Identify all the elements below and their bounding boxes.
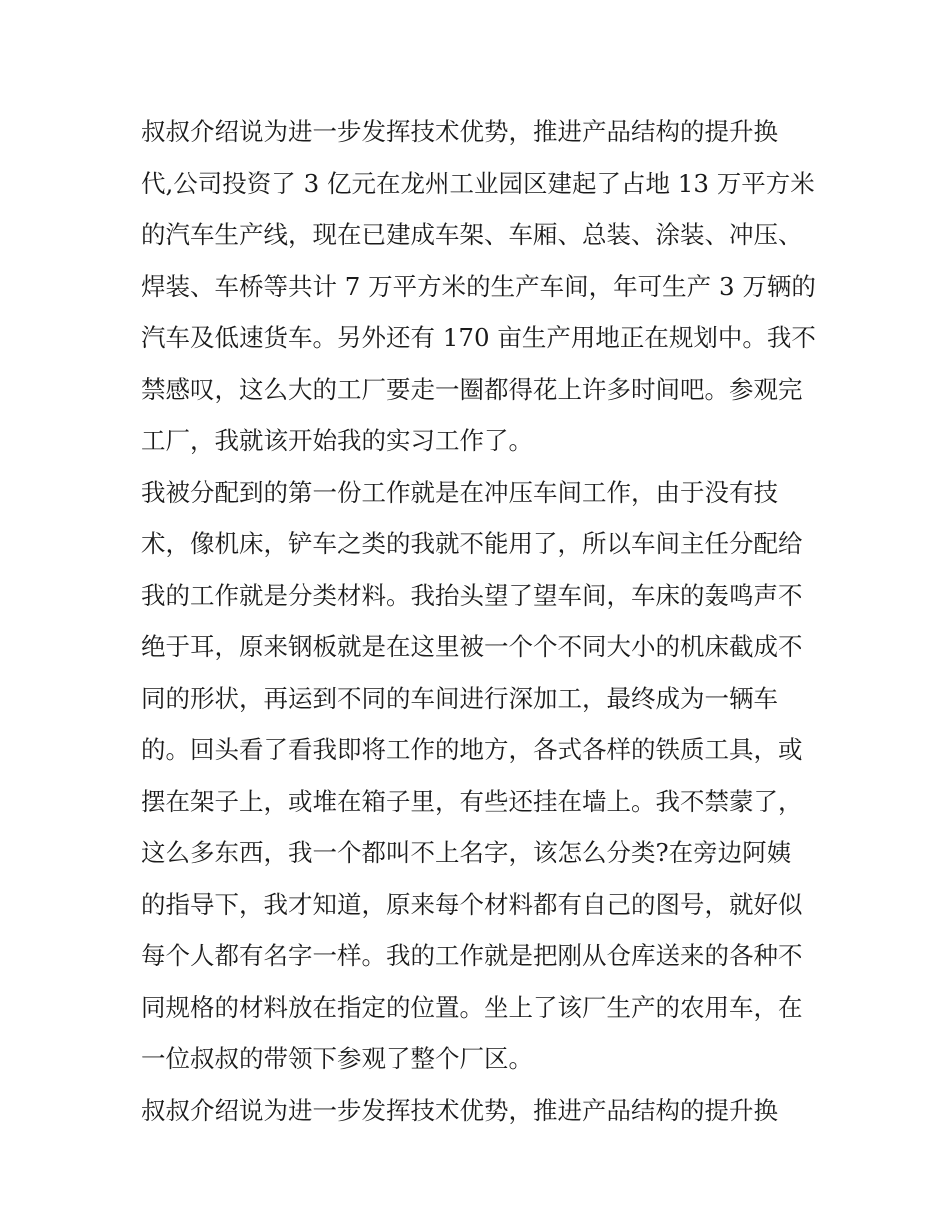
text-line: 我的工作就是分类材料。我抬头望了望车间，车床的轰鸣声不 <box>141 580 803 610</box>
text-line: 同的形状，再运到不同的车间进行深加工，最终成为一辆车 <box>141 683 778 713</box>
text-line: 我被分配到的第一份工作就是在冲压车间工作，由于没有技 <box>141 477 778 507</box>
text-line: 叔叔介绍说为进一步发挥技术优势，推进产品结构的提升换 <box>141 117 778 146</box>
text-line: 禁感叹，这么大的工厂要走一圈都得花上许多时间吧。参观完 <box>141 374 803 404</box>
text-line: 摆在架子上，或堆在箱子里，有些还挂在墙上。我不禁蒙了， <box>141 786 803 816</box>
text-line: 汽车及低速货车。另外还有 170 亩生产用地正在规划中。我不 <box>141 323 816 352</box>
text-line: 每个人都有名字一样。我的工作就是把刚从仓库送来的各种不 <box>141 941 803 970</box>
text-line: 一位叔叔的带领下参观了整个厂区。 <box>141 1044 533 1073</box>
text-line: 焊装、车桥等共计 7 万平方米的生产车间，年可生产 3 万辆的 <box>141 271 816 301</box>
text-line: 术，像机床，铲车之类的我就不能用了，所以车间主任分配给 <box>141 529 803 558</box>
body-text <box>141 106 821 1136</box>
text-line: 绝于耳，原来钢板就是在这里被一个个不同大小的机床截成不 <box>141 632 803 661</box>
text-line: 的。回头看了看我即将工作的地方，各式各样的铁质工具，或 <box>141 735 803 764</box>
text-line: 工厂，我就该开始我的实习工作了。 <box>141 426 533 455</box>
text-line: 的指导下，我才知道，原来每个材料都有自己的图号，就好似 <box>141 889 803 919</box>
text-line: 的汽车生产线，现在已建成车架、车厢、总装、涂装、冲压、 <box>141 220 803 249</box>
text-line: 同规格的材料放在指定的位置。坐上了该厂生产的农用车，在 <box>141 992 803 1022</box>
text-line: 这么多东西，我一个都叫不上名字，该怎么分类?在旁边阿姨 <box>141 838 792 867</box>
text-line: 叔叔介绍说为进一步发挥技术优势，推进产品结构的提升换 <box>141 1095 778 1125</box>
text-line: 代,公司投资了 3 亿元在龙州工业园区建起了占地 13 万平方米 <box>141 168 815 198</box>
